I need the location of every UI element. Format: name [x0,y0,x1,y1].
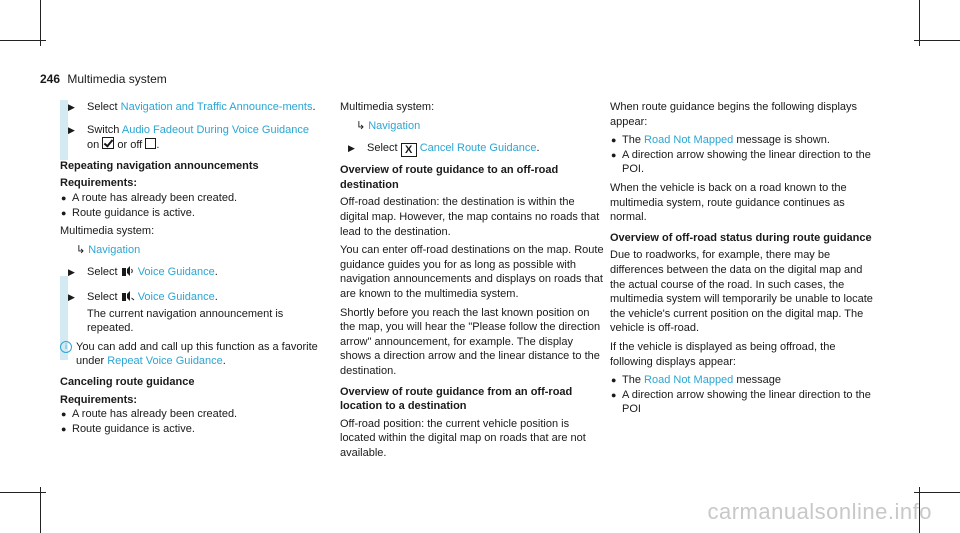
paragraph: Off-road position: the current vehicle position is located within the digital map on roads that are not available. [340,417,586,459]
paragraph: Due to roadworks, for example, there may be differences between the data on the digital map and the actual course of the road. In such cases, the multimedia system will temporarily be unable to locate the vehicle's current position on the digital map. The vehicle is off-road. [610,249,873,335]
bullet-icon: ● [61,192,67,203]
bullet-icon: ● [611,389,617,400]
info-icon: i [60,341,72,353]
paragraph: If the vehicle is displayed as being offroad, the following displays appear: [610,340,836,368]
paragraph: When route guidance begins the following displays appear: [610,101,858,128]
link-cancel-route-guidance[interactable]: Cancel Route Guidance [419,142,537,155]
list-item: ● Route guidance is active. [61,206,195,219]
step-arrow-icon: ▶ [348,143,355,154]
bullet-icon: ● [611,375,617,386]
paragraph: Multimedia system: [340,101,435,113]
step-item: ▶ Switch Audio Fadeout During Voice Guidance on or off . [68,123,309,152]
list-item: ● A route has already been created. [61,191,238,204]
crop-mark [40,487,41,533]
bullet-icon: ● [61,409,67,420]
bullet-icon: ● [611,135,617,146]
section-heading: Overview of off-road status during route guidance [610,231,872,244]
list-item: ● A direction arrow showing the linear direction to the POI. [611,148,871,176]
column-2 [340,100,605,464]
requirements-label: Requirements: [60,393,138,406]
crop-mark [0,492,46,493]
section-heading: Repeating navigation announcements [60,159,259,172]
link-navigation[interactable]: Navigation [368,119,421,132]
list-item: ● A direction arrow showing the linear direction to the POI [611,388,871,416]
nav-arrow-icon: ↳ [76,243,86,256]
step-item: ▶ Select Navigation and Traffic Announce-ments. [68,101,316,113]
list-item: ● Route guidance is active. [61,422,195,435]
list-item: ● A route has already been created. [61,408,238,421]
link-repeat-voice-guidance[interactable]: Repeat Voice Guidance [107,355,223,368]
link-voice-guidance[interactable]: Voice Guidance [137,266,215,279]
section-title: Multimedia system [67,72,167,86]
step-arrow-icon: ▶ [68,102,75,112]
voice-guidance-icon [121,290,135,307]
paragraph: Multimedia system: [60,225,155,238]
list-item: ● The Road Not Mapped message [611,374,781,387]
list-item: ● The Road Not Mapped message is shown. [611,134,830,147]
step-arrow-icon: ▶ [68,267,75,278]
checkbox-empty-icon [145,138,156,149]
step-arrow-icon: ▶ [68,124,75,135]
cancel-x-icon: X [401,143,417,157]
voice-guidance-icon [121,265,135,282]
crop-mark [914,492,960,493]
step-item: ▶ Select Voice Guidance. The current navigation announcement is repeated. [68,290,284,335]
paragraph: You can enter off-road destinations on the map. Route guidance guides you for as long as possible with navigation announcements and displays on roads that are known to the multimedia system. [340,244,604,300]
nav-path [340,119,605,134]
section-heading: Overview of route guidance to an off-road destination [340,164,559,191]
nav-arrow-icon: ↳ [356,119,366,132]
link-voice-guidance[interactable]: Voice Guidance [137,290,215,303]
step-item: ▶ Select X Cancel Route Guidance. [348,142,540,157]
page-number: 246 [40,72,61,86]
bullet-icon: ● [61,423,67,434]
section-heading: Overview of route guidance from an off-road location to a destination [340,385,573,413]
link-audio-fadeout[interactable]: Audio Fadeout During Voice Guidance [121,123,309,136]
section-heading: Canceling route guidance [60,375,195,388]
link-road-not-mapped[interactable]: Road Not Mapped [644,134,734,147]
paragraph: When the vehicle is back on a road known to the multimedia system, route guidance continues as normal. [610,181,847,224]
crop-mark [914,40,960,41]
watermark: carmanualsonline.info [707,499,932,524]
requirements-label: Requirements: [60,177,138,190]
link-road-not-mapped[interactable]: Road Not Mapped [644,374,734,387]
bullet-icon: ● [61,207,67,218]
link-navigation[interactable]: Navigation [88,243,141,256]
step-arrow-icon: ▶ [68,291,75,302]
step-item: ▶ Select Voice Guidance. [60,265,325,282]
column-3 [610,100,880,417]
column-1 [60,100,325,436]
bullet-icon: ● [611,149,617,160]
link-navigation-traffic[interactable]: Navigation and Traffic Announce-ments [120,101,313,113]
info-note: i You can add and call up this function as a favorite under Repeat Voice Guidance. [60,340,325,369]
nav-path [60,243,325,258]
checkbox-checked-icon [102,137,114,149]
page-header [40,72,167,86]
paragraph: Shortly before you reach the last known position on the map, you will hear the "Please follow the direction arrow" announcement, for example. The display shows a direction arrow and the linear distance to the destination. [340,306,601,377]
crop-mark [0,40,46,41]
paragraph: Off-road destination: the destination is within the digital map. However, the map contains no roads that lead to the destination. [340,196,600,238]
